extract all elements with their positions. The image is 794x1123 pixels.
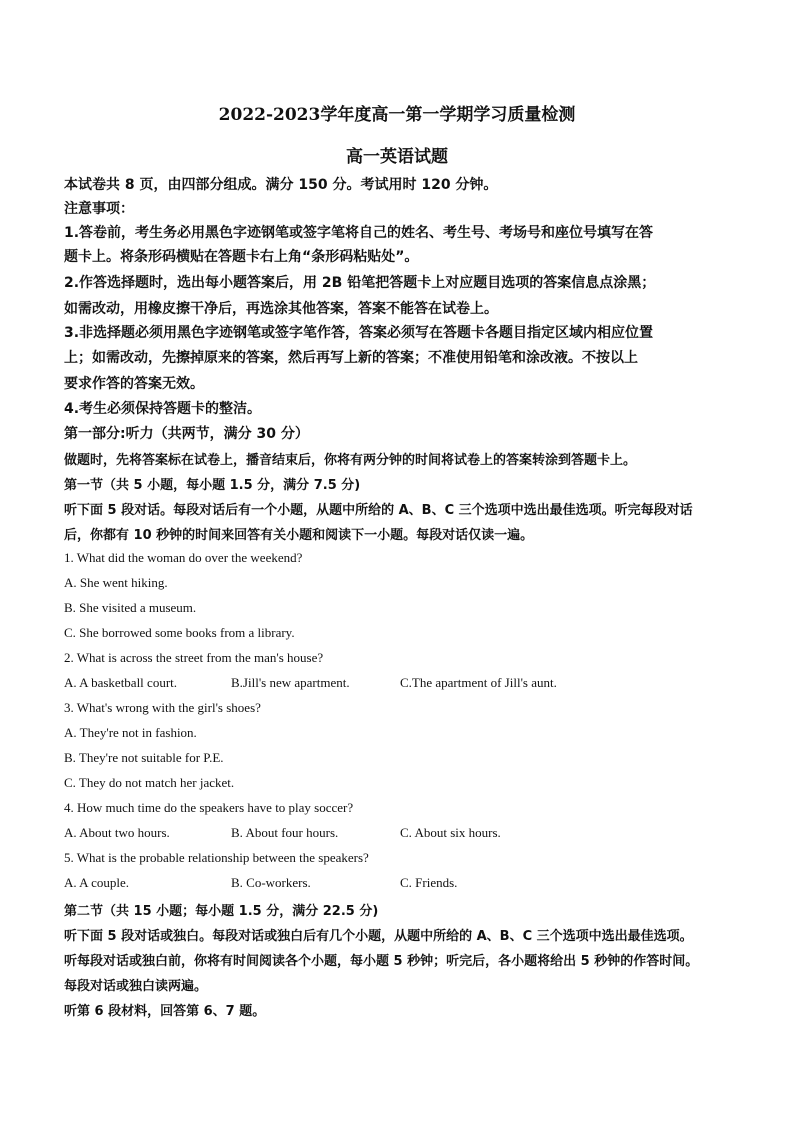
option-b: B. Co-workers. — [231, 875, 311, 890]
section2-instruction-line: 听下面 5 段对话或独白。每段对话或独白后有几个小题，从题中所给的 A、B、C 三个选项中选出最佳选项。 — [64, 929, 693, 944]
option-a: A. About two hours. — [64, 825, 170, 840]
option-b: B. They're not suitable for P.E. — [64, 750, 224, 765]
option-a: A. A couple. — [64, 875, 129, 890]
question-stem: 4. How much time do the speakers have to play soccer? — [64, 800, 354, 815]
notice-line: 1.答卷前，考生务必用黑色字迹钢笔或签字笔将自己的姓名、考生号、考场号和座位号填写在答 — [64, 225, 654, 241]
notice-line: 题卡上。将条形码横贴在答题卡右上角“条形码粘贴处”。 — [64, 249, 419, 265]
option-a: A. They're not in fashion. — [64, 725, 197, 740]
section1-instruction-line: 听下面 5 段对话。每段对话后有一个小题，从题中所给的 A、B、C 三个选项中选出最佳选项。听完每段对话 — [64, 503, 693, 518]
option-b: B.Jill's new apartment. — [231, 675, 350, 690]
option-c: C. Friends. — [400, 875, 458, 890]
option-a: A. A basketball court. — [64, 675, 178, 690]
section2-instruction-line: 每段对话或独白读两遍。 — [64, 979, 208, 994]
option-c: C. About six hours. — [400, 825, 501, 840]
option-b: B. About four hours. — [231, 825, 339, 840]
section2-heading: 第二节（共 15 小题；每小题 1.5 分，满分 22.5 分) — [64, 904, 379, 919]
notice-line: 如需改动，用橡皮擦干净后，再选涂其他答案，答案不能答在试卷上。 — [64, 301, 498, 317]
option-c: C. She borrowed some books from a library. — [64, 625, 295, 640]
section1-heading: 第一节（共 5 小题，每小题 1.5 分，满分 7.5 分) — [64, 478, 361, 493]
question-stem: 1. What did the woman do over the weekend? — [64, 550, 303, 565]
option-c: C. They do not match her jacket. — [64, 775, 235, 790]
material-prompt: 听第 6 段材料，回答第 6、7 题。 — [64, 1004, 266, 1019]
notice-heading: 注意事项： — [64, 201, 134, 217]
option-c: C.The apartment of Jill's aunt. — [400, 675, 557, 690]
part1-instruction: 做题时，先将答案标在试卷上，播音结束后，你将有两分钟的时间将试卷上的答案转涂到答题卡上。 — [64, 453, 637, 468]
option-a: A. She went hiking. — [64, 575, 168, 590]
section1-instruction-line: 后，你都有 10 秒钟的时间来回答有关小题和阅读下一小题。每段对话仅读一遍。 — [64, 528, 534, 543]
notice-line: 2.作答选择题时，选出每小题答案后，用 2B 铅笔把答题卡上对应题目选项的答案信息点涂黑； — [64, 275, 656, 291]
notice-line: 要求作答的答案无效。 — [64, 376, 204, 392]
intro-text: 本试卷共 8 页，由四部分组成。满分 150 分。考试用时 120 分钟。 — [64, 177, 498, 193]
question-stem: 5. What is the probable relationship between the speakers? — [64, 850, 369, 865]
notice-line: 4.考生必须保持答题卡的整洁。 — [64, 401, 262, 417]
exam-subtitle: 高一英语试题 — [346, 147, 448, 167]
notice-line: 3.非选择题必须用黑色字迹钢笔或签字笔作答，答案必须写在答题卡各题目指定区域内相应位置 — [64, 325, 654, 341]
question-stem: 2. What is across the street from the man's house? — [64, 650, 324, 665]
option-b: B. She visited a museum. — [64, 600, 197, 615]
exam-title: 2022-2023学年度高一第一学期学习质量检测 — [218, 105, 576, 125]
part1-heading: 第一部分:听力（共两节，满分 30 分） — [64, 426, 309, 442]
notice-line: 上；如需改动，先擦掉原来的答案，然后再写上新的答案；不准使用铅笔和涂改液。不按以上 — [64, 350, 638, 366]
question-stem: 3. What's wrong with the girl's shoes? — [64, 700, 261, 715]
section2-instruction-line: 听每段对话或独白前，你将有时间阅读各个小题，每小题 5 秒钟；听完后，各小题将给出 5 秒钟的作答时间。 — [64, 954, 699, 969]
